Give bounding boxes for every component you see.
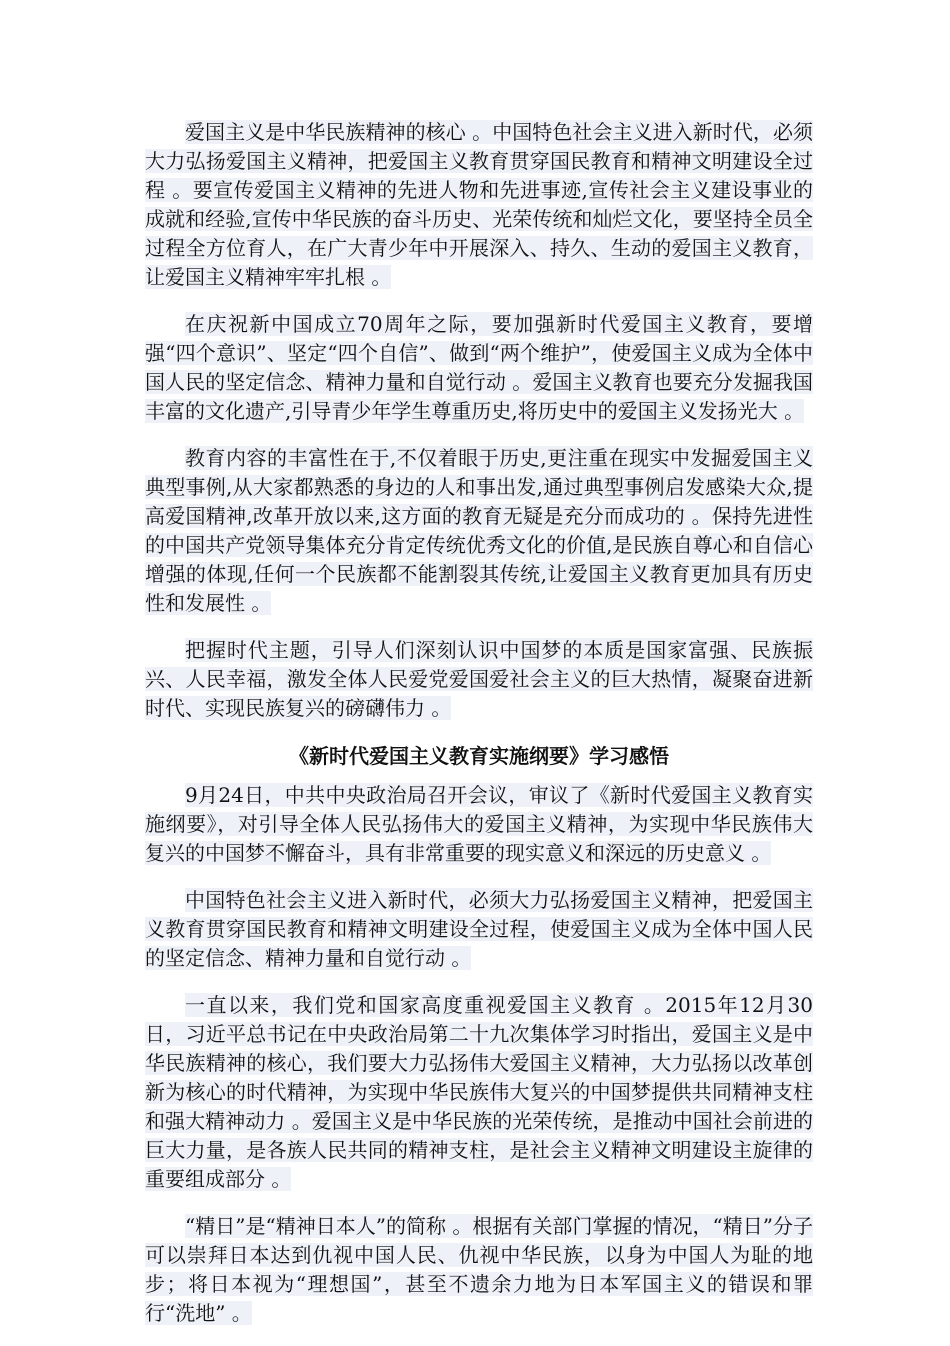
paragraph-education-content: 教育内容的丰富性在于,不仅着眼于历史,更注重在现实中发掘爱国主义典型事例,从大家都熟悉的身边的人和事出发,通过典型事例启发感染大众,提高爱国精神,改革开放以来,这方面的教育无疑是充分而成功的 。保持先进性的中国共产党领导集体充分肯定传统优秀文化的价值,是民族自尊心和自信心增强的体现,任何一个民族都不能割裂其传统,让爱国主义教育更加具有历史性和发展性 。 bbox=[145, 446, 813, 615]
section-heading: 《新时代爱国主义教育实施纲要》学习感悟 bbox=[289, 744, 669, 768]
paragraph-era-theme: 把握时代主题，引导人们深刻认识中国梦的本质是国家富强、民族振兴、人民幸福，激发全体人民爱党爱国爱社会主义的巨大热情，凝聚奋进新时代、实现民族复兴的磅礴伟力 。 bbox=[145, 638, 813, 720]
paragraph-70th-anniversary: 在庆祝新中国成立70周年之际，要加强新时代爱国主义教育，要增强“四个意识”、坚定“四个自信”、做到“两个维护”，使爱国主义成为全体中国人民的坚定信念、精神力量和自觉行动 。爱国主义教育也要充分发掘我国丰富的文化遗产,引导青少年学生尊重历史,将历史中的爱国主义发扬光大 。 bbox=[145, 312, 813, 423]
paragraph-new-era: 中国特色社会主义进入新时代，必须大力弘扬爱国主义精神，把爱国主义教育贯穿国民教育和精神文明建设全过程，使爱国主义成为全体中国人民的坚定信念、精神力量和自觉行动 。 bbox=[145, 888, 813, 970]
paragraph-jingri: “精日”是“精神日本人”的简称 。根据有关部门掌握的情况，“精日”分子可以崇拜日本达到仇视中国人民、仇视中华民族，以身为中国人为耻的地步；将日本视为“理想国”，甚至不遗余力地为日本军国主义的错误和罪行“洗地” 。 bbox=[145, 1214, 813, 1325]
paragraph-party-emphasis: 一直以来，我们党和国家高度重视爱国主义教育 。2015年12月30日，习近平总书记在中央政治局第二十九次集体学习时指出，爱国主义是中华民族精神的核心，我们要大力弘扬伟大爱国主义精神，大力弘扬以改革创新为核心的时代精神，为实现中华民族伟大复兴的中国梦提供共同精神支柱和强大精神动力 。爱国主义是中华民族的光荣传统，是推动中国社会前进的巨大力量，是各族人民共同的精神支柱，是社会主义精神文明建设主旋律的重要组成部分 。 bbox=[145, 993, 813, 1191]
paragraph-meeting: 9月24日，中共中央政治局召开会议，审议了《新时代爱国主义教育实施纲要》，对引导全体人民弘扬伟大的爱国主义精神，为实现中华民族伟大复兴的中国梦不懈奋斗，具有非常重要的现实意义和深远的历史意义 。 bbox=[145, 783, 813, 865]
document-page bbox=[145, 118, 813, 1346]
paragraph-patriotism-core: 爱国主义是中华民族精神的核心 。中国特色社会主义进入新时代，必须大力弘扬爱国主义精神，把爱国主义教育贯穿国民教育和精神文明建设全过程 。要宣传爱国主义精神的先进人物和先进事迹,宣传社会主义建设事业的成就和经验,宣传中华民族的奋斗历史、光荣传统和灿烂文化，要坚持全员全过程全方位育人，在广大青少年中开展深入、持久、生动的爱国主义教育，让爱国主义精神牢牢扎根 。 bbox=[145, 120, 813, 289]
